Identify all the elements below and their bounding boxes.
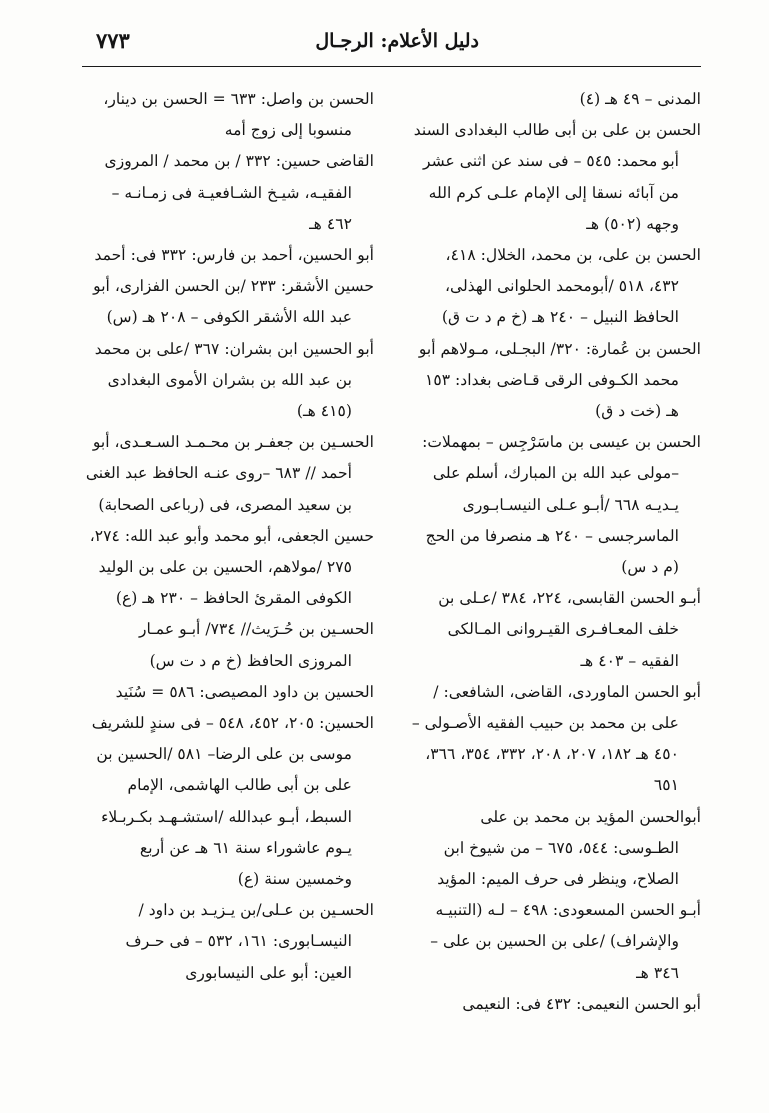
index-entry: أبـو الحسن القابسى، ٢٢٤، ٣٨٤ /عـلى بن خلف المعـافـرى القيـروانى المـالكى الفقيه – ٤٠٣ هـ — [438, 589, 701, 670]
index-entry: حسين الجعفى، أبو محمد وأبو عبد الله: ٢٧٤، ٢٧٥ /مولاهم، الحسين بن على بن الوليد الكوفى المقرئ الحافظ – ٢٣٠ هـ (ع) — [89, 526, 374, 608]
index-entry: الحسن بن على بن أبى طالب البغدادى السند أبو محمد: ٥٤٥ – فى سند عن اثنى عشر من آبائه نسقا إلى الإمام علـى كرم الله وجهه (٥٠٢) هـ — [413, 121, 701, 233]
page-header — [82, 26, 701, 67]
left-column — [84, 84, 374, 989]
index-entry: الحسن بن على، بن محمد، الخلال: ٤١٨، ٤٣٢، ٥١٨ /أبومحمد الحلوانى الهذلى، الحافظ النبيل – ٢٤٠ هـ (خ م د ت ق) — [441, 246, 701, 327]
index-entry: الحسـين بن جعفـر بن محـمـد السـعـدى، أبو أحمد // ٦٨٣ –روى عنـه الحافظ عبد الغنى بن سعيد المصرى، فى (رباعى الصحابة) — [85, 433, 374, 514]
index-entry: المدنى – ٤٩ هـ (٤) — [579, 90, 701, 108]
index-entry: القاضى حسين: ٣٣٢ / بن محمد / المروزى الفقيـه، شيـخ الشـافعيـة فى زمـانـه – ٤٦٢ هـ — [104, 152, 374, 233]
index-entry: الحسـين بن عـلى/بن يـزيـد بن داود / النيسـابورى: ١٦١، ٥٣٢ – فى حـرف العين: أبو على النيسابورى — [125, 901, 374, 982]
index-entry: أبو الحسن النعيمى: ٤٣٢ فى: النعيمى — [462, 994, 701, 1013]
index-entry: أبوالحسن المؤيد بن محمد بن على الطـوسى: ٥٤٤، ٦٧٥ – من شيوخ ابن الصلاح، وينظر فى حرف الميم: المؤيد — [437, 807, 701, 889]
index-entry: أبو الحسن الماوردى، القاضى، الشافعى: /على بن محمد بن حبيب الفقيه الأصـولى – ٤٥٠ هـ ١٨٢، ٢٠٧، ٢٠٨، ٣٣٢، ٣٥٤، ٣٦٦، ٦٥١ — [411, 682, 701, 795]
index-entry: الحسين: ٢٠٥، ٤٥٢، ٥٤٨ – فى سندٍ للشريف موسى بن على الرضا– ٥٨١ /الحسين بن على بن أبى طالب الهاشمى، الإمام السبط، أبـو عبدالله /استشـهـد بكـربـلاء يـوم عاشوراء سنة ٦١ هـ عن أربع وخمسين سنة (ع) — [91, 714, 374, 889]
index-entry: الحسن بن واصل: ٦٣٣ = الحسن بن دينار، منسوبا إلى زوج أمه — [103, 90, 374, 140]
index-entry: الحسن بن عيسى بن ماسَرْجِس – بمهملات: –مولى عبد الله بن المبارك، أسلم على يـديـه ٦٦٨ /أبـو عـلى النيسـابـورى الماسرجسى – ٢٤٠ هـ منصرفا من الحج (م د س) — [422, 433, 701, 577]
index-entry: الحسين بن داود المصيصى: ٥٨٦ = سُنَيد — [115, 682, 374, 701]
right-column — [411, 84, 701, 1020]
index-entry: أبو الحسين ابن بشران: ٣٦٧ /على بن محمد بن عبد الله بن بشران الأموى البغدادى (٤١٥ هـ) — [94, 339, 374, 421]
index-entry: الحسـين بن حُـرَيث// ٧٣٤/ أبـو عمـار المروزى الحافظ (خ م د ت س) — [138, 620, 374, 670]
index-entry: أبو الحسين، أحمد بن فارس: ٣٣٢ فى: أحمد — [94, 246, 374, 265]
index-entry: الحسن بن عُمارة: ٣٢٠/ البجـلى، مـولاهم أبو محمد الكـوفى الرقى قـاضى بغداد: ١٥٣ هـ (خت د ق) — [418, 339, 701, 421]
running-title: دليل الأعلام: الرجـال — [315, 30, 479, 52]
index-entry: أبـو الحسن المسعودى: ٤٩٨ – لـه (التنبيـه والإشراف) /على بن الحسين بن على – ٣٤٦ هـ — [430, 901, 701, 982]
page-number: ٧٧٣ — [96, 28, 130, 53]
index-entry: حسين الأشقر: ٢٣٣ /بن الحسن الفزارى، أبو عبد الله الأشقر الكوفى – ٢٠٨ هـ (س) — [93, 277, 374, 327]
